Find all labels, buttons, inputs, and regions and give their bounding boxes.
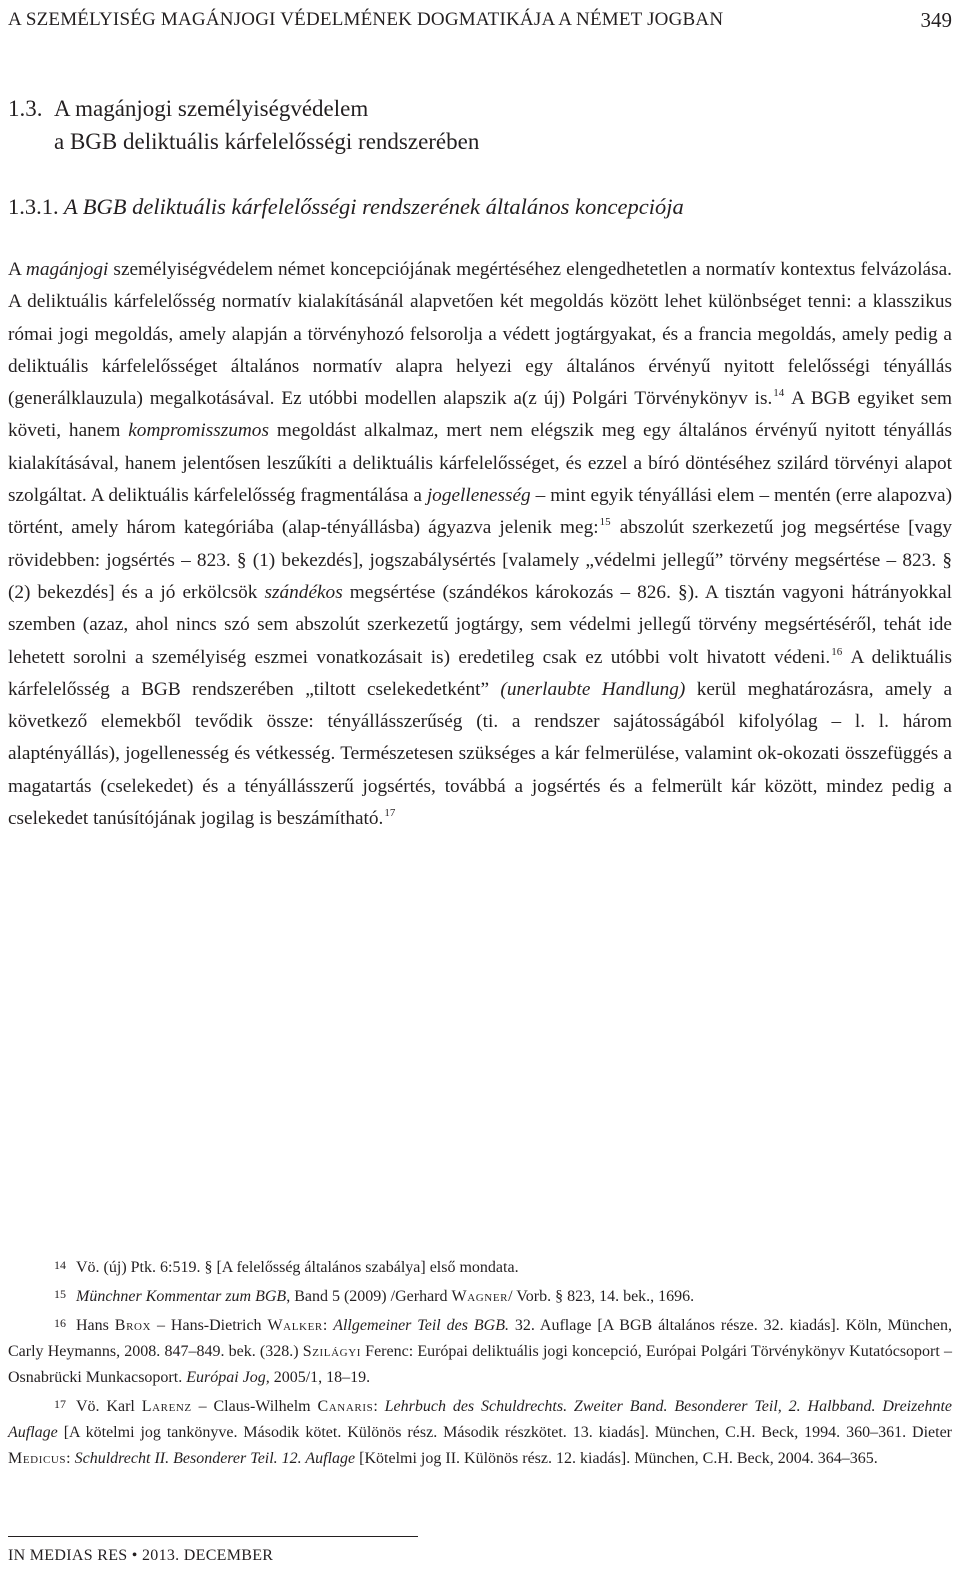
body-paragraph: [8, 254, 952, 835]
footnote-ref-14[interactable]: 14: [773, 387, 785, 400]
subsection-title: A BGB deliktuális kárfelelősségi rendszerének általános koncepciója: [63, 194, 684, 219]
body-text-run: A deliktuális kárfelelősség a BGB rendszerében „tiltott cselekedetként”: [8, 646, 952, 700]
body-text-run: A BGB egyiket sem követi, hanem: [8, 388, 952, 442]
footnote-text: , Band 5 (2009) /Gerhard: [286, 1288, 452, 1305]
footnote-number: 16: [54, 1316, 66, 1330]
footnote-author: Wagner: [451, 1288, 509, 1305]
running-head: [8, 4, 952, 36]
footnote-author: Brox: [114, 1317, 152, 1334]
footnote-17: [8, 1391, 952, 1472]
footnote-title: Európai Jog,: [186, 1369, 270, 1386]
footnote-16: [8, 1310, 952, 1391]
footnote-author: Walker: [267, 1317, 323, 1334]
footnote-number: 17: [54, 1397, 66, 1411]
footnote-title: Schuldrecht II. Besonderer Teil. 12. Auflage: [74, 1450, 356, 1467]
body-text-run: megoldást alkalmaz, mert nem elégszik meg egy általános érvényű nyitott tényállás kialakításával, hanem jelentősen leszűkíti a deliktuális kárfelelősséget, és ezzel a bíró döntéséhez szilárd törvényi alapot szolgáltat. A deliktuális kárfelelősség fragmentálása a: [8, 420, 952, 507]
body-text-run: abszolút szerkezetű jog megsértése [vagy rövidebben: jogsértés – 823. § (1) bekezdés], jogszabálysértés [valamely „védelmi jellegű” törvény megsértése – 823. § (2) bekezdés] és a jó erkölcsök: [8, 517, 952, 603]
body-emphasis: (unerlaubte Handlung): [500, 678, 686, 700]
footnote-text: :: [322, 1317, 334, 1334]
section-title-line2: a BGB deliktuális kárfelelősségi rendszerében: [54, 129, 480, 154]
subsection-heading: [8, 190, 952, 224]
body-text-run: személyiségvédelem német koncepciójának megértéséhez elengedhetetlen a normatív kontextus felvázolása. A deliktuális kárfelelősség normatív kialakításánál alapvetően két megoldás között lehet különbséget tenni: a klasszikus római jogi megoldás, amely alapján a törvényhozó felsorolja a védett jogtárgyakat, és a francia megoldás, amely pedig a deliktuális kárfelelősséget általános normatív alapra helyezi egy általános érvényű nyitott felelősségi tényállás (generálklauzula) megalkotásával. Ez utóbbi modellen alapszik a(z új) Polgári Törvénykönyv is.: [8, 259, 952, 410]
body-emphasis: kompromisszumos: [128, 420, 269, 442]
footnote-ref-15[interactable]: 15: [599, 516, 611, 529]
footnote-title: Allgemeiner Teil des BGB.: [333, 1317, 509, 1334]
footnote-14: [8, 1252, 952, 1281]
footnote-15: [8, 1281, 952, 1310]
body-emphasis: szándékos: [264, 581, 343, 603]
footnote-author: Canaris: [317, 1398, 374, 1415]
page-number: 349: [920, 8, 952, 32]
body-text-run: – mint egyik tényállási elem – mentén (erre alapozva) történt, amely három kategóriába (alap-tényállásba) ágyazva jelenik meg:: [8, 485, 952, 539]
footnote-author: Medicus: [8, 1450, 67, 1467]
page-footer: IN MEDIAS RES • 2013. DECEMBER: [8, 1547, 274, 1564]
footnote-text: – Claus-Wilhelm: [191, 1398, 318, 1415]
footnote-number: 14: [54, 1258, 66, 1272]
footnote-text: :: [66, 1450, 75, 1467]
footnote-text: Vö. Karl: [76, 1398, 142, 1415]
section-number: 1.3.: [8, 96, 43, 121]
footnote-text: – Hans-Dietrich: [151, 1317, 268, 1334]
footnote-text: Hans: [76, 1317, 115, 1334]
section-heading: [8, 92, 948, 158]
running-head-title: A SZEMÉLYISÉG MAGÁNJOGI VÉDELMÉNEK DOGMATIKÁJA A NÉMET JOGBAN: [8, 9, 724, 30]
footnotes: [8, 1252, 952, 1472]
footnote-text: 2005/1, 18–19.: [269, 1369, 371, 1386]
body-text-run: A: [8, 259, 26, 280]
footnote-author: Larenz: [141, 1398, 192, 1415]
subsection-number: 1.3.1.: [8, 194, 59, 219]
footnote-text: [A kötelmi jog tankönyve. Második kötet. Különös rész. Második részkötet. 13. kiadás]. München, C.H. Beck, 1994. 360–361. Dieter: [57, 1424, 952, 1441]
body-emphasis: magánjogi: [25, 259, 109, 280]
footer-divider: [8, 1536, 418, 1537]
footnote-ref-16[interactable]: 16: [831, 645, 843, 658]
footnote-text: Ferenc: Európai deliktuális jogi koncepció, Európai Polgári Törvénykönyv Kutatócsoport – Osnabrücki Munkacsoport.: [8, 1343, 952, 1386]
footnote-text: / Vorb. § 823, 14. bek., 1696.: [508, 1288, 695, 1305]
body-emphasis: jogellenesség: [426, 485, 531, 507]
body-text-run: kerül meghatározásra, amely a következő elemekből tevődik össze: tényállásszerűség (ti. a rendszer sajátosságából kifolyólag – l. l. három alaptényállás), jogellenesség és vétkesség. Természetesen szükséges a kár felmerülése, valamint ok-okozati összefüggés a magatartás (cselekedet) és a tényállásszerű jogsértés, továbbá a jogsértés és a felmerült kár között, mindez pedig a cselekedet tanúsítójának jogilag is beszámítható.: [8, 678, 953, 830]
section-title-line1: A magánjogi személyiségvédelem: [54, 96, 369, 121]
footnote-number: 15: [54, 1287, 66, 1301]
footnote-text: :: [373, 1398, 385, 1415]
footnote-text: 32. Auflage [A BGB általános része. 32. kiadás]. Köln, München, Carly Heymanns, 2008. 847–849. bek. (328.): [8, 1317, 952, 1360]
footnote-author: Szilágyi: [302, 1343, 362, 1360]
body-text-run: megsértése (szándékos károkozás – 826. §). A tisztán vagyoni hátrányokkal szemben (azaz, ahol nincs szó sem abszolút szerkezetű jogtárgy, sem védelmi jellegű törvény megsértéséről, tehát ide lehetett sorolni a személyiség eszmei vonatkozásait is) eredetileg csak ez utóbbi volt hivatott védeni.: [8, 581, 952, 668]
footnote-ref-17[interactable]: 17: [384, 807, 396, 820]
footnote-title: Münchner Kommentar zum BGB: [76, 1288, 287, 1305]
footnote-title: Lehrbuch des Schuldrechts. Zweiter Band. Besonderer Teil, 2. Halbband. Dreizehnte Auflage: [8, 1398, 952, 1441]
footnote-text: [Kötelmi jog II. Különös rész. 12. kiadás]. München, C.H. Beck, 2004. 364–365.: [355, 1450, 878, 1467]
footnote-text: Vö. (új) Ptk. 6:519. § [A felelősség általános szabálya] első mondata.: [76, 1259, 519, 1276]
